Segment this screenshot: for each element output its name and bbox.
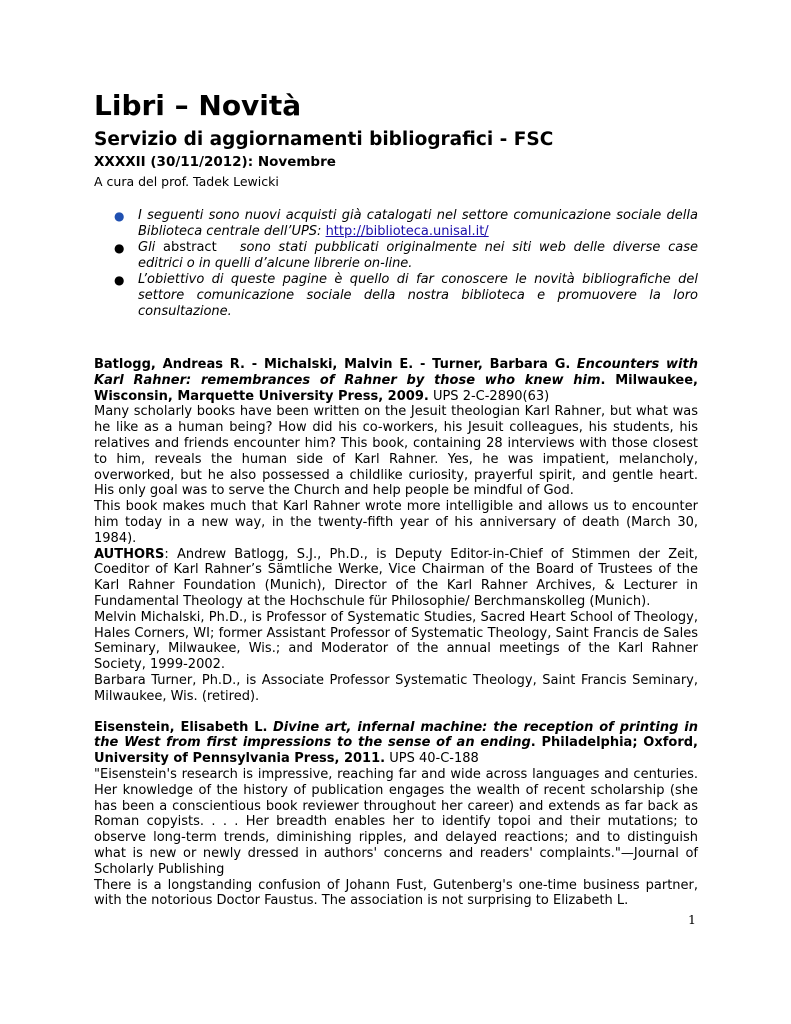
book-entry (94, 357, 698, 705)
entry-paragraph: "Eisenstein's research is impressive, reaching far and wide across languages and centuries. Her knowledge of the history of publication engages the wealth of recent scholarship (she has been a conscientious book reviewer throughout her career) and extends as far back as Roman copyists. . . . Her breadth enables her to identify topoi and their mutations; to observe long-term trends, diminishing ripples, and delayed reactions; and to distinguish what is new or newly dressed in authors' concerns and readers' complaints."—Journal of Scholarly Publishing (94, 766, 698, 877)
entry-authors: Eisenstein, Elisabeth L. (94, 719, 268, 735)
page-number: 1 (688, 912, 696, 927)
entry-authors-bio (94, 547, 698, 610)
page-title: Libri – Novità (94, 89, 302, 122)
document-page (94, 88, 698, 909)
intro-item-text: sono stati pubblicati originalmente nei siti web delle diverse case editrici o in quelli d’alcune librerie on-line. (138, 240, 698, 271)
entry-publisher: . Philadelphia; Oxford, University of Pennsylvania Press, 2011. (94, 735, 698, 767)
intro-item (114, 272, 698, 320)
entry-heading (94, 357, 698, 404)
entry-publisher: . Milwaukee, Wisconsin, Marquette University Press, 2009. (94, 372, 698, 404)
intro-item-text: I seguenti sono nuovi acquisti già catalogati nel settore comunicazione sociale della Biblioteca centrale dell’UPS: (138, 208, 698, 239)
authors-label: AUTHORS (94, 546, 165, 562)
issue-label: XXXXII (30/11/2012): Novembre (94, 154, 336, 170)
entry-paragraph: Barbara Turner, Ph.D., is Associate Professor Systematic Theology, Saint Francis Seminary, Milwaukee, Wis. (retired). (94, 672, 698, 704)
page-subtitle: Servizio di aggiornamenti bibliografici - FSC (94, 129, 554, 150)
intro-item (114, 240, 698, 272)
entry-call-number: UPS 2-C-2890(63) (432, 388, 550, 404)
intro-list (94, 208, 698, 320)
entry-paragraph: Melvin Michalski, Ph.D., is Professor of Systematic Studies, Sacred Heart School of Theology, Hales Corners, WI; former Assistant Professor of Systematic Theology, Saint Francis de Sales Seminary, Milwaukee, Wis.; and Moderator of the annual meetings of the Karl Rahner Society, 1999-2002. (94, 609, 698, 673)
curator-line: A cura del prof. Tadek Lewicki (94, 174, 279, 189)
intro-item-upright: abstract (163, 240, 217, 255)
entry-authors: Batlogg, Andreas R. - Michalski, Malvin E. - Turner, Barbara G. (94, 357, 571, 372)
entry-book-title: Divine art, infernal machine: the reception of printing in the West from first impressions to the sense of an ending (94, 719, 698, 751)
entry-paragraph: This book makes much that Karl Rahner wrote more intelligible and allows us to encounter him today in a new way, in the twenty-fifth year of his anniversary of death (March 30, 1984). (94, 499, 698, 546)
authors-bio-text: : Andrew Batlogg, S.J., Ph.D., is Deputy Editor-in-Chief of Stimmen der Zeit, Coeditor of Karl Rahner’s Sämtliche Werke, Vice Chairman of the Board of Trustees of the Karl Rahner Foundation (Munich), Director of the Karl Rahner Archives, & Lecturer in Fundamental Theology at the Hochschule für Philosophie/ Berchmanskolleg (Munich). (94, 546, 698, 609)
entry-paragraph: Many scholarly books have been written on the Jesuit theologian Karl Rahner, but what was he like as a human being? How did his co-workers, his Jesuit colleagues, his students, his relatives and friends encounter him? This book, containing 28 interviews with those closest to him, reveals the human side of Karl Rahner. Yes, he was impatient, melancholy, overworked, but he also possessed a childlike curiosity, prayerful spirit, and gentle heart. His only goal was to serve the Church and help people be mindful of God. (94, 404, 698, 499)
book-entry (94, 720, 698, 910)
entry-heading (94, 720, 698, 767)
entry-book-title: Encounters with Karl Rahner: remembrances of Rahner by those who knew him (94, 357, 698, 388)
library-link[interactable]: http://biblioteca.unisal.it/ (325, 224, 489, 239)
bullet-icon: ● (114, 209, 125, 223)
bullet-icon: ● (114, 241, 125, 255)
intro-item (114, 208, 698, 240)
intro-item-lead: Gli (138, 240, 156, 255)
entry-call-number: UPS 40-C-188 (389, 751, 479, 767)
bullet-icon: ● (114, 273, 125, 287)
intro-item-text: L’obiettivo di queste pagine è quello di far conoscere le novità bibliografiche del settore comunicazione sociale della nostra biblioteca e promuovere la loro consultazione. (138, 272, 698, 319)
entry-paragraph: There is a longstanding confusion of Johann Fust, Gutenberg's one-time business partner, with the notorious Doctor Faustus. The association is not surprising to Elizabeth L. (94, 877, 698, 909)
